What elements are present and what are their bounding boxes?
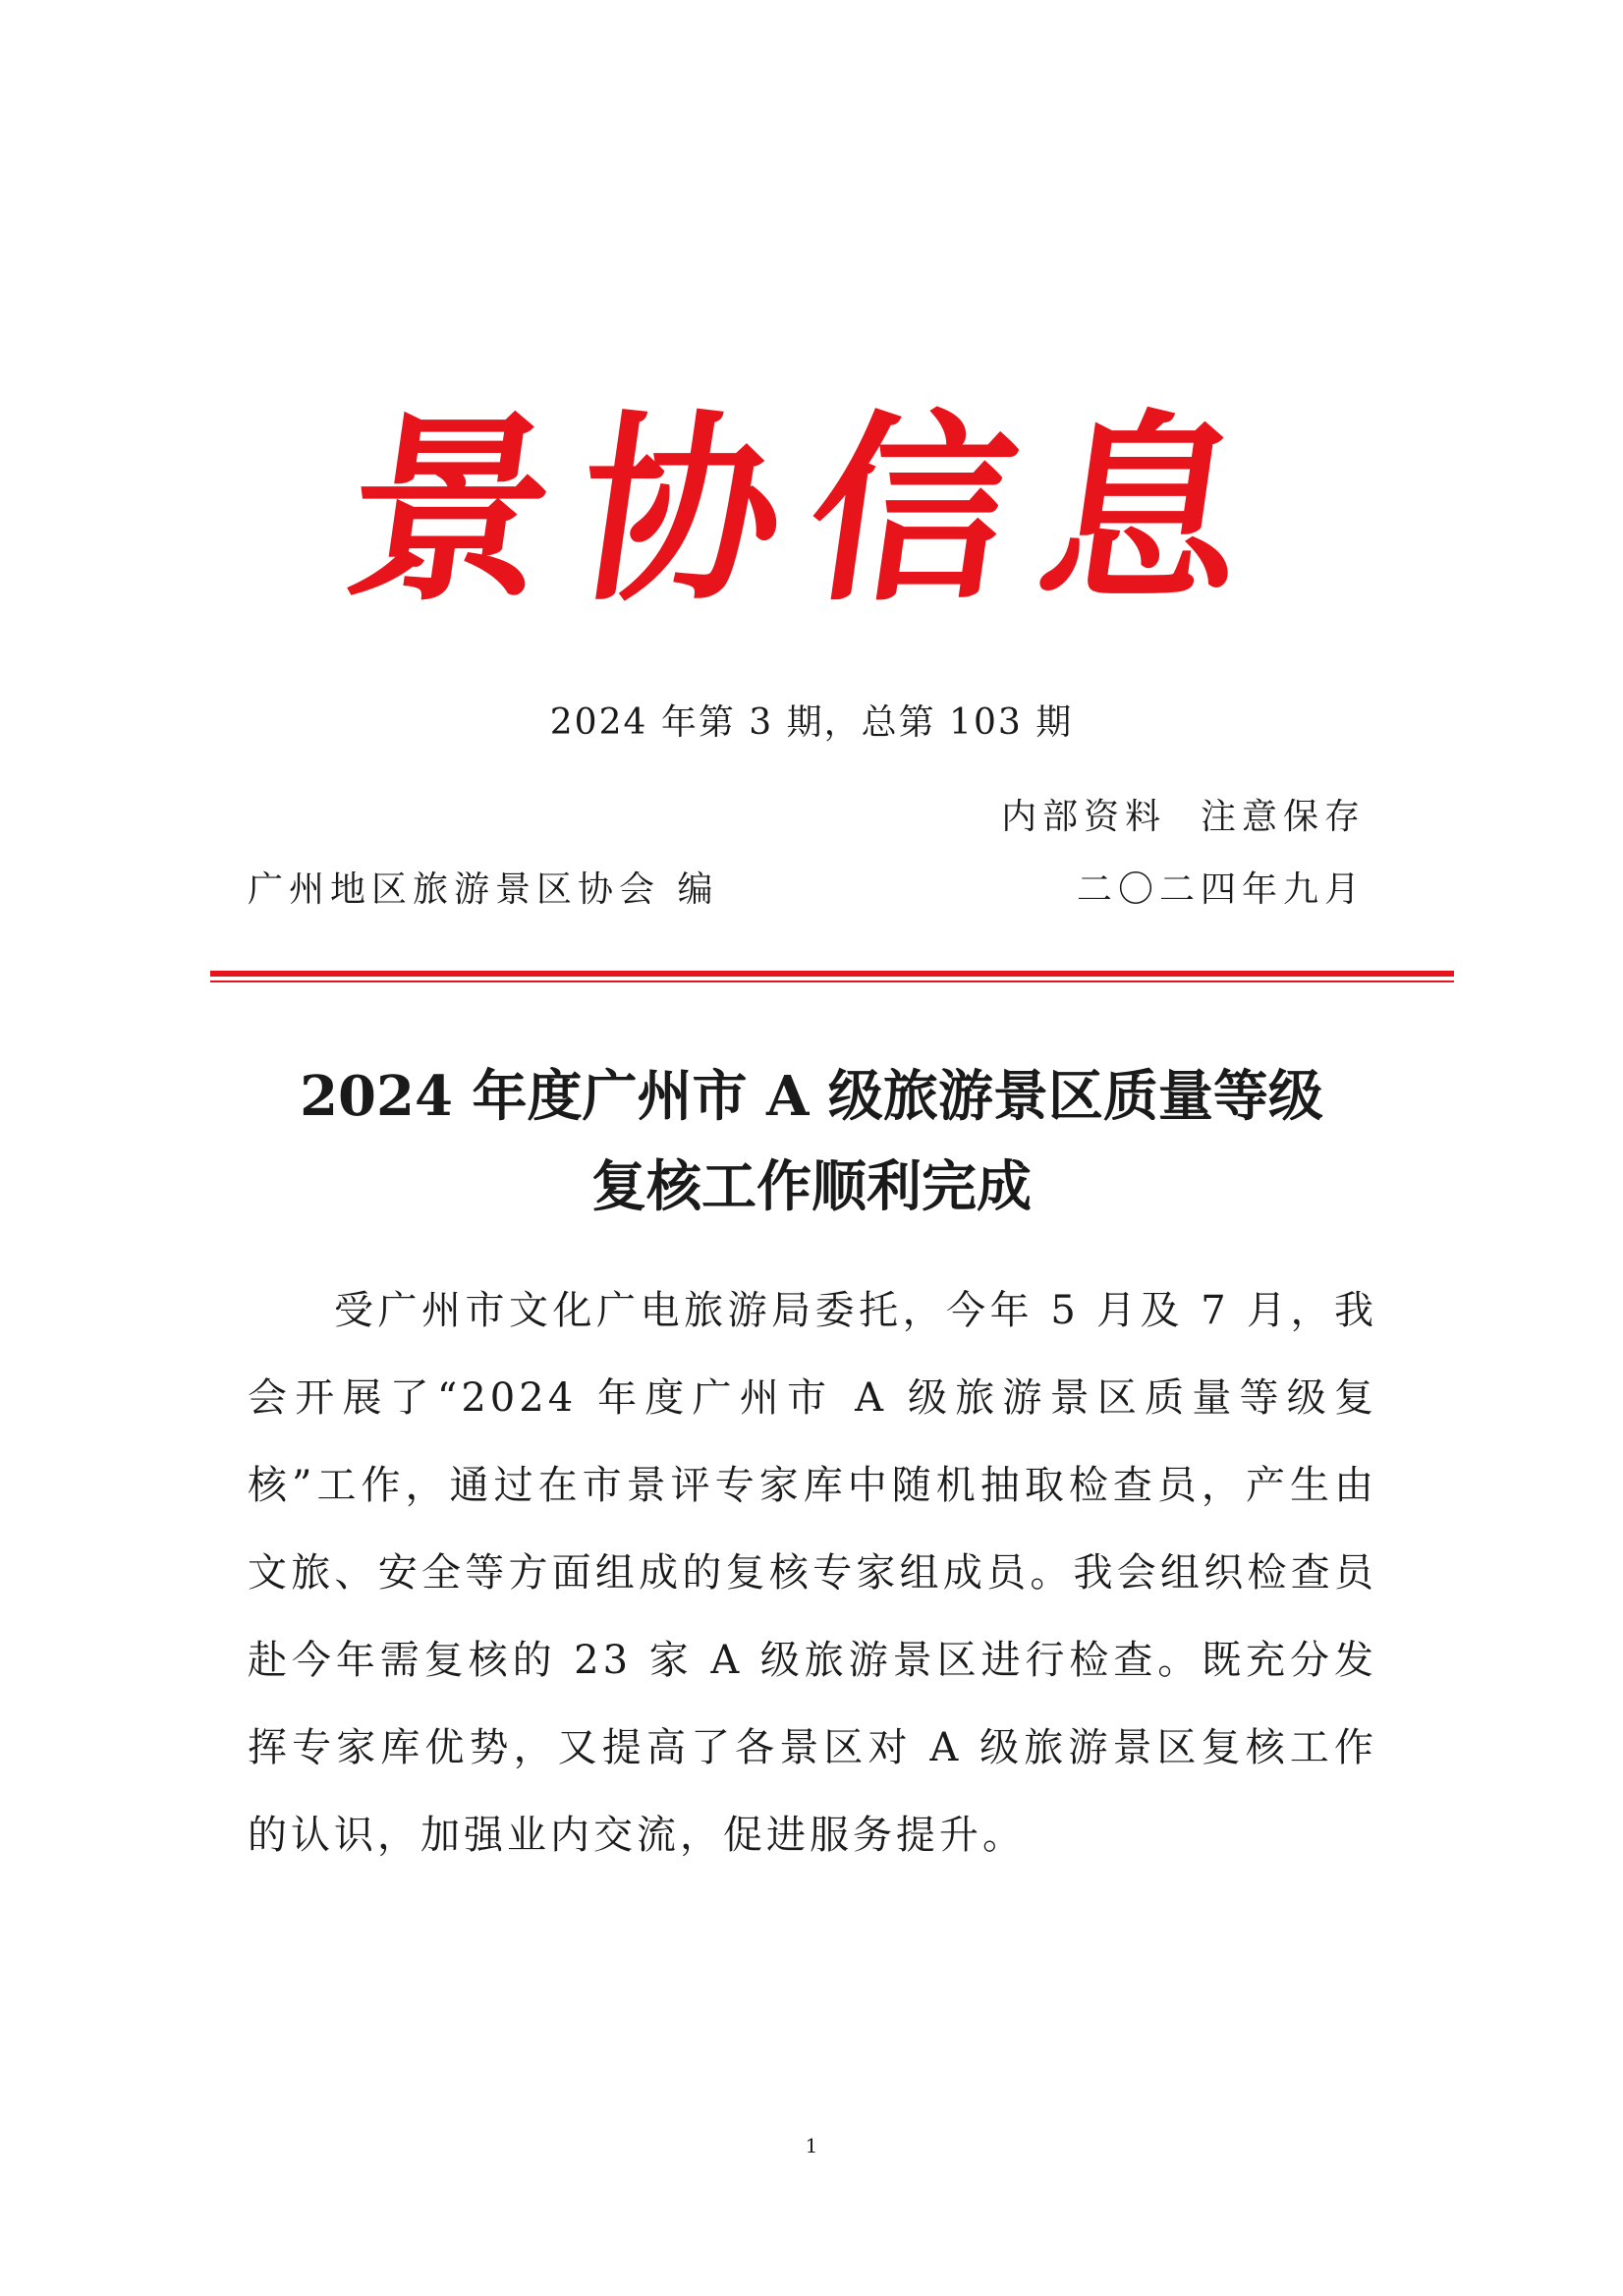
article-body: 受广州市文化广电旅游局委托，今年 5 月及 7 月，我会开展了“2024 年度广州市 A 级旅游景区质量等级复核”工作，通过在市景评专家库中随机抽取检查员，产生由文旅、安全等方面组成的复核专家组成员。我会组织检查员赴今年需复核的 23 家 A 级旅游景区进行检查。既充分发挥专家库优势，又提高了各景区对 A 级旅游景区复核工作的认识，加强业内交流，促进服务提升。	[248, 1288, 1377, 1858]
classification-label: 内部资料 注意保存	[1001, 797, 1366, 837]
publication-date: 二〇二四年九月	[1076, 869, 1366, 910]
masthead-title: 景协信息	[333, 393, 1290, 629]
page-number: 1	[805, 2134, 818, 2157]
editor-label: 广州地区旅游景区协会 编	[248, 869, 719, 910]
header-divider-thick	[210, 971, 1454, 977]
issue-number: 2024 年第 3 期，总第 103 期	[549, 702, 1074, 743]
headline-line-1: 2024 年度广州市 A 级旅游景区质量等级	[300, 1064, 1323, 1129]
article-headline	[0, 1051, 1623, 1232]
header-divider-thin	[210, 980, 1454, 982]
headline-line-2: 复核工作顺利完成	[591, 1154, 1032, 1219]
